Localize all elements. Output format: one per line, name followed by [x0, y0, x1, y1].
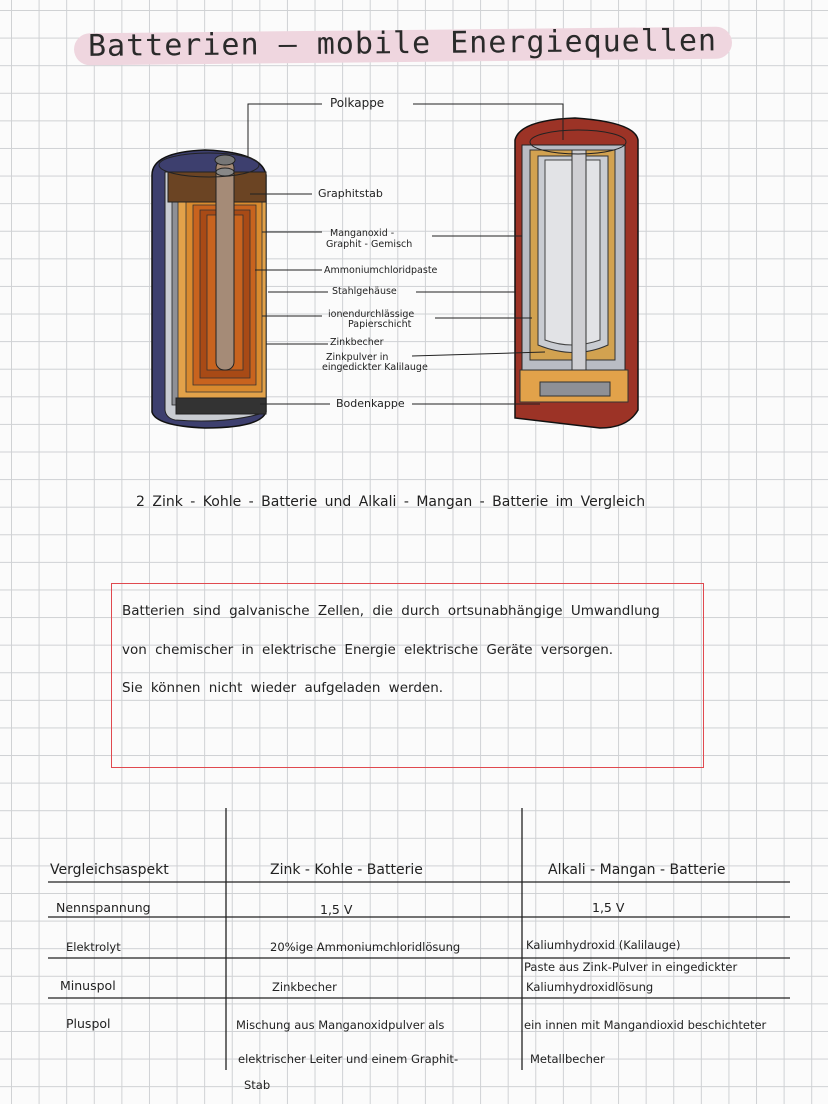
- table-row-nennspannung-label: Nennspannung: [56, 900, 151, 915]
- table-row-elektrolyt-label: Elektrolyt: [66, 940, 121, 954]
- definition-line-1: Batterien sind galvanische Zellen, die durch ortsunabhängige Umwandlung: [122, 603, 660, 619]
- table-header-aspect: Vergleichsaspekt: [50, 862, 169, 878]
- table-header-zink: Zink - Kohle - Batterie: [270, 862, 423, 878]
- table-row-pluspol-label: Pluspol: [66, 1016, 111, 1031]
- table-cell-zink-pluspol-line-1: Mischung aus Manganoxidpulver als: [236, 1018, 445, 1032]
- table-cell-alkali-nennspannung: 1,5 V: [592, 900, 625, 915]
- figure-caption: 2 Zink - Kohle - Batterie und Alkali - Mangan - Batterie im Vergleich: [136, 494, 646, 510]
- table-cell-zink-nennspannung: 1,5 V: [320, 902, 353, 917]
- table-cell-alkali-minuspol-line-1: Paste aus Zink-Pulver in eingedickter: [524, 960, 738, 974]
- table-cell-alkali-minuspol-line-2: Kaliumhydroxidlösung: [526, 980, 654, 994]
- table-cell-alkali-pluspol-line-1: ein innen mit Mangandioxid beschichteter: [524, 1018, 767, 1032]
- table-row-minuspol-label: Minuspol: [60, 978, 116, 993]
- definition-line-2: von chemischer in elektrische Energie elektrische Geräte versorgen.: [122, 642, 614, 658]
- label-graphitstab: Graphitstab: [318, 187, 383, 200]
- label-ammonium: Ammoniumchloridpaste: [324, 265, 438, 276]
- table-cell-alkali-elektrolyt: Kaliumhydroxid (Kalilauge): [526, 938, 681, 952]
- label-manganoxid-1: Manganoxid -: [330, 228, 395, 239]
- definition-line-3: Sie können nicht wieder aufgeladen werden.: [122, 680, 444, 696]
- table-cell-alkali-pluspol-line-2: Metallbecher: [530, 1052, 605, 1066]
- label-polkappe: Polkappe: [330, 96, 385, 110]
- label-bodenkappe: Bodenkappe: [336, 397, 405, 410]
- label-manganoxid-2: Graphit - Gemisch: [326, 239, 413, 250]
- table-cell-zink-elektrolyt: 20%ige Ammoniumchloridlösung: [270, 940, 461, 954]
- label-stahlgehaeuse: Stahlgehäuse: [332, 286, 397, 297]
- label-zinkpulver-2: eingedickter Kalilauge: [322, 362, 428, 373]
- table-header-alkali: Alkali - Mangan - Batterie: [548, 862, 726, 878]
- label-zinkpulver-1: Zinkpulver in: [326, 352, 389, 363]
- page-title: Batterien — mobile Energiequellen: [87, 23, 718, 64]
- label-ionen-1: ionendurchlässige: [328, 309, 415, 320]
- table-cell-zink-pluspol-line-3: Stab: [244, 1078, 271, 1092]
- label-zinkbecher: Zinkbecher: [330, 337, 384, 348]
- table-cell-zink-pluspol-line-2: elektrischer Leiter und einem Graphit-: [238, 1052, 459, 1066]
- label-ionen-2: Papierschicht: [348, 319, 412, 330]
- table-cell-zink-minuspol: Zinkbecher: [272, 980, 337, 994]
